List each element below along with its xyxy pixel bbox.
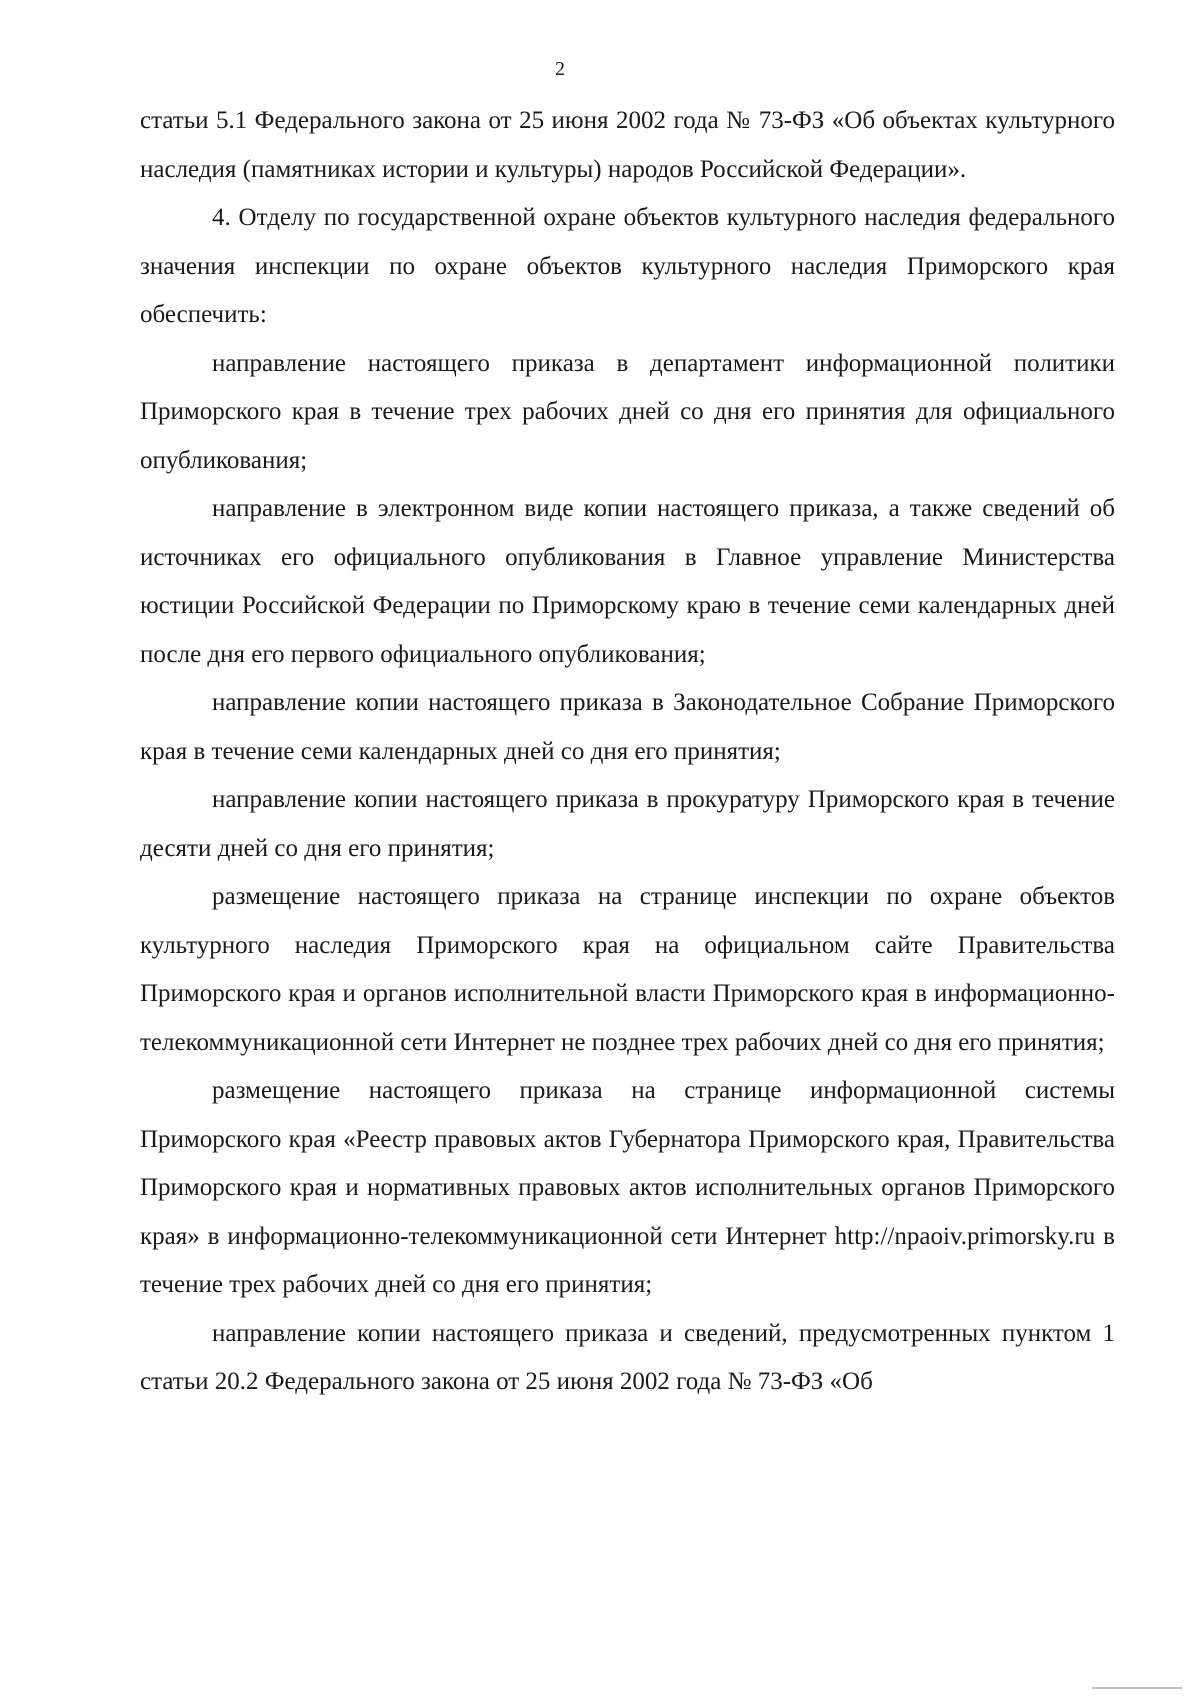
paragraph-ministry-of-justice: направление в электронном виде копии настоящего приказа, а также сведений об источниках его официального опубликования в Главное управление Министерства юстиции Российской Федерации по Приморскому краю в течение семи календарных дней после дня его первого официального опубликования; bbox=[140, 495, 1115, 668]
scan-edge-mark bbox=[1092, 1687, 1182, 1689]
paragraph-information-policy: направление настоящего приказа в департамент информационной политики Приморского края в течение трех рабочих дней со дня его принятия для официального опубликования; bbox=[140, 349, 1115, 474]
paragraph-legislative-assembly: направление копии настоящего приказа в Законодательное Собрание Приморского края в течение семи календарных дней со дня его принятия; bbox=[140, 689, 1115, 765]
document-body bbox=[140, 97, 1115, 1407]
paragraph-item-4: 4. Отделу по государственной охране объектов культурного наследия федерального значения инспекции по охране объектов культурного наследия Приморского края обеспечить: bbox=[140, 204, 1115, 328]
paragraph-prosecutor: направление копии настоящего приказа в прокуратуру Приморского края в течение десяти дней со дня его принятия; bbox=[140, 786, 1115, 862]
paragraph-continuation: статьи 5.1 Федерального закона от 25 июня 2002 года № 73-ФЗ «Об объектах культурного наследия (памятниках истории и культуры) народов Российской Федерации». bbox=[140, 107, 1115, 183]
paragraph-official-site: размещение настоящего приказа на странице инспекции по охране объектов культурного наследия Приморского края на официальном сайте Правительства Приморского края и органов исполнительной власти Приморского края в информационно-телекоммуникационной сети Интернет не позднее трех рабочих дней со дня его принятия; bbox=[140, 883, 1115, 1056]
page-number: 2 bbox=[555, 58, 565, 80]
paragraph-registry: размещение настоящего приказа на странице информационной системы Приморского края «Реестр правовых актов Губернатора Приморского края, Правительства Приморского края и нормативных правовых актов исполнительных органов Приморского края» в информационно-телекоммуникационной сети Интернет http://npaoiv.primorsky.ru в течение трех рабочих дней со дня его принятия; bbox=[140, 1077, 1115, 1298]
paragraph-copy-and-information: направление копии настоящего приказа и сведений, предусмотренных пунктом 1 статьи 20.2 Федерального закона от 25 июня 2002 года № 73-ФЗ «Об bbox=[140, 1319, 1115, 1395]
